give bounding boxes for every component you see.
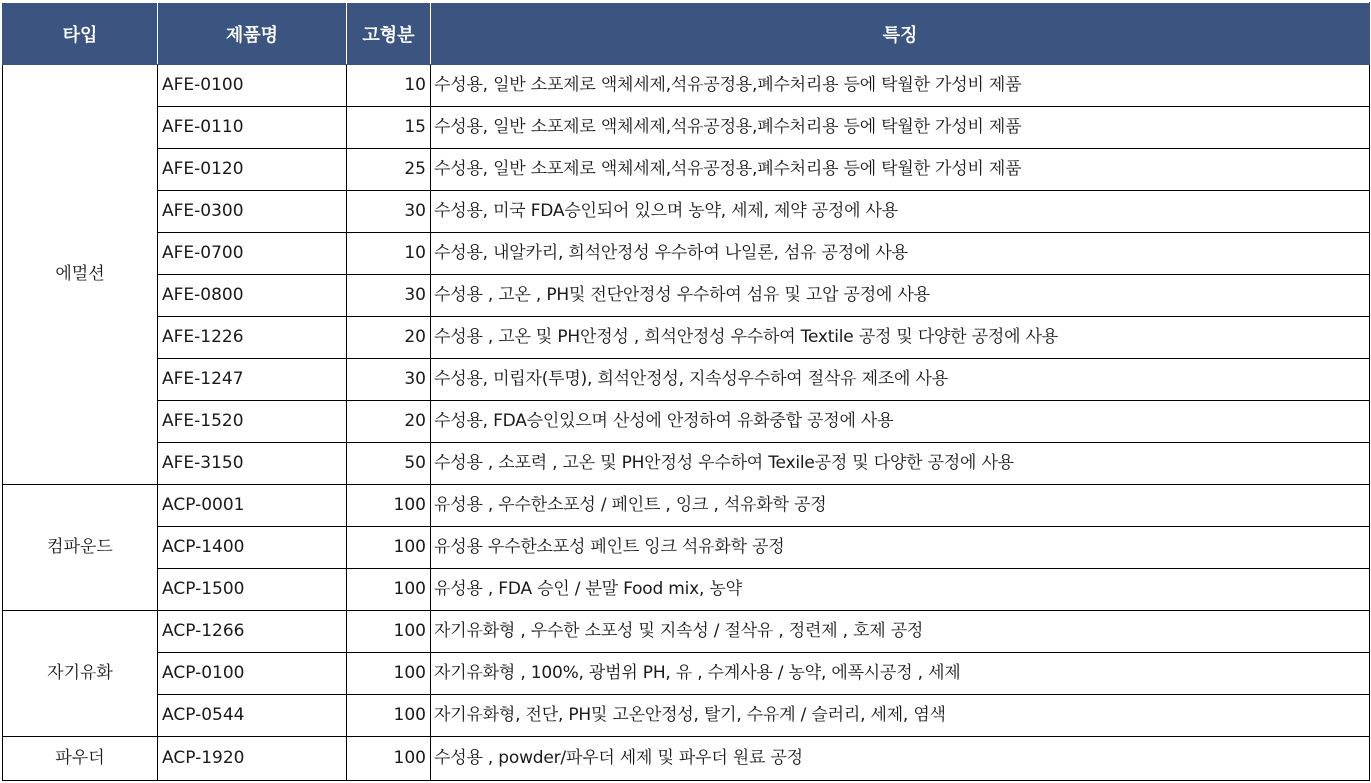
table-row	[3, 443, 1370, 485]
feature-cell: 수성용 , 고온 , PH및 전단안정성 우수하여 섬유 및 고압 공정에 사용	[431, 275, 1370, 317]
header-name: 제품명	[158, 3, 347, 65]
solid-content-cell: 100	[347, 653, 431, 695]
table-row	[3, 485, 1370, 527]
solid-content-cell: 30	[347, 275, 431, 317]
product-name-cell: AFE-1226	[158, 317, 347, 359]
table-row	[3, 359, 1370, 401]
type-cell: 컴파운드	[3, 485, 158, 611]
table-row	[3, 695, 1370, 737]
table-row	[3, 317, 1370, 359]
table-row	[3, 149, 1370, 191]
solid-content-cell: 50	[347, 443, 431, 485]
table-body	[3, 65, 1370, 781]
feature-cell: 수성용, 내알카리, 희석안정성 우수하여 나일론, 섬유 공정에 사용	[431, 233, 1370, 275]
product-name-cell: AFE-3150	[158, 443, 347, 485]
solid-content-cell: 30	[347, 191, 431, 233]
solid-content-cell: 20	[347, 401, 431, 443]
table-row	[3, 107, 1370, 149]
feature-cell: 자기유화형 , 우수한 소포성 및 지속성 / 절삭유 , 정련제 , 호제 공정	[431, 611, 1370, 653]
solid-content-cell: 20	[347, 317, 431, 359]
feature-cell: 유성용 , FDA 승인 / 분말 Food mix, 농약	[431, 569, 1370, 611]
product-name-cell: AFE-1247	[158, 359, 347, 401]
feature-cell: 자기유화형, 전단, PH및 고온안정성, 탈기, 수유계 / 슬러리, 세제, 염색	[431, 695, 1370, 737]
product-name-cell: ACP-0001	[158, 485, 347, 527]
feature-cell: 수성용 , 고온 및 PH안정성 , 희석안정성 우수하여 Textile 공정 및 다양한 공정에 사용	[431, 317, 1370, 359]
solid-content-cell: 25	[347, 149, 431, 191]
feature-cell: 수성용, FDA승인있으며 산성에 안정하여 유화중합 공정에 사용	[431, 401, 1370, 443]
solid-content-cell: 100	[347, 569, 431, 611]
product-name-cell: ACP-0544	[158, 695, 347, 737]
solid-content-cell: 100	[347, 527, 431, 569]
solid-content-cell: 10	[347, 233, 431, 275]
solid-content-cell: 15	[347, 107, 431, 149]
solid-content-cell: 30	[347, 359, 431, 401]
feature-cell: 수성용 , 소포력 , 고온 및 PH안정성 우수하여 Texile공정 및 다양한 공정에 사용	[431, 443, 1370, 485]
product-table-wrapper	[2, 2, 1370, 781]
solid-content-cell: 100	[347, 737, 431, 781]
product-name-cell: AFE-1520	[158, 401, 347, 443]
table-row	[3, 653, 1370, 695]
table-row	[3, 611, 1370, 653]
header-type: 타입	[3, 3, 158, 65]
feature-cell: 수성용, 미립자(투명), 희석안정성, 지속성우수하여 절삭유 제조에 사용	[431, 359, 1370, 401]
feature-cell: 자기유화형 , 100%, 광범위 PH, 유 , 수계사용 / 농약, 에폭시공정 , 세제	[431, 653, 1370, 695]
product-name-cell: ACP-1400	[158, 527, 347, 569]
product-name-cell: AFE-0700	[158, 233, 347, 275]
solid-content-cell: 10	[347, 65, 431, 107]
type-cell: 에멀션	[3, 65, 158, 485]
product-name-cell: AFE-0120	[158, 149, 347, 191]
table-row	[3, 191, 1370, 233]
product-name-cell: AFE-0800	[158, 275, 347, 317]
feature-cell: 유성용 , 우수한소포성 / 페인트 , 잉크 , 석유화학 공정	[431, 485, 1370, 527]
table-row	[3, 401, 1370, 443]
feature-cell: 유성용 우수한소포성 페인트 잉크 석유화학 공정	[431, 527, 1370, 569]
solid-content-cell: 100	[347, 611, 431, 653]
product-name-cell: ACP-1500	[158, 569, 347, 611]
product-name-cell: AFE-0100	[158, 65, 347, 107]
feature-cell: 수성용, 일반 소포제로 액체세제,석유공정용,폐수처리용 등에 탁월한 가성비 제품	[431, 107, 1370, 149]
product-table	[2, 2, 1370, 781]
table-row	[3, 569, 1370, 611]
header-row	[3, 3, 1370, 65]
table-row	[3, 737, 1370, 781]
product-name-cell: ACP-1920	[158, 737, 347, 781]
feature-cell: 수성용, 일반 소포제로 액체세제,석유공정용,폐수처리용 등에 탁월한 가성비 제품	[431, 149, 1370, 191]
table-row	[3, 65, 1370, 107]
type-cell: 파우더	[3, 737, 158, 781]
table-row	[3, 233, 1370, 275]
product-name-cell: AFE-0300	[158, 191, 347, 233]
product-name-cell: ACP-0100	[158, 653, 347, 695]
type-cell: 자기유화	[3, 611, 158, 737]
feature-cell: 수성용, 일반 소포제로 액체세제,석유공정용,폐수처리용 등에 탁월한 가성비 제품	[431, 65, 1370, 107]
header-feature: 특징	[431, 3, 1370, 65]
solid-content-cell: 100	[347, 485, 431, 527]
feature-cell: 수성용 , powder/파우더 세제 및 파우더 원료 공정	[431, 737, 1370, 781]
product-name-cell: AFE-0110	[158, 107, 347, 149]
feature-cell: 수성용, 미국 FDA승인되어 있으며 농약, 세제, 제약 공정에 사용	[431, 191, 1370, 233]
table-row	[3, 527, 1370, 569]
table-row	[3, 275, 1370, 317]
header-solid: 고형분	[347, 3, 431, 65]
solid-content-cell: 100	[347, 695, 431, 737]
table-header	[3, 3, 1370, 65]
product-name-cell: ACP-1266	[158, 611, 347, 653]
